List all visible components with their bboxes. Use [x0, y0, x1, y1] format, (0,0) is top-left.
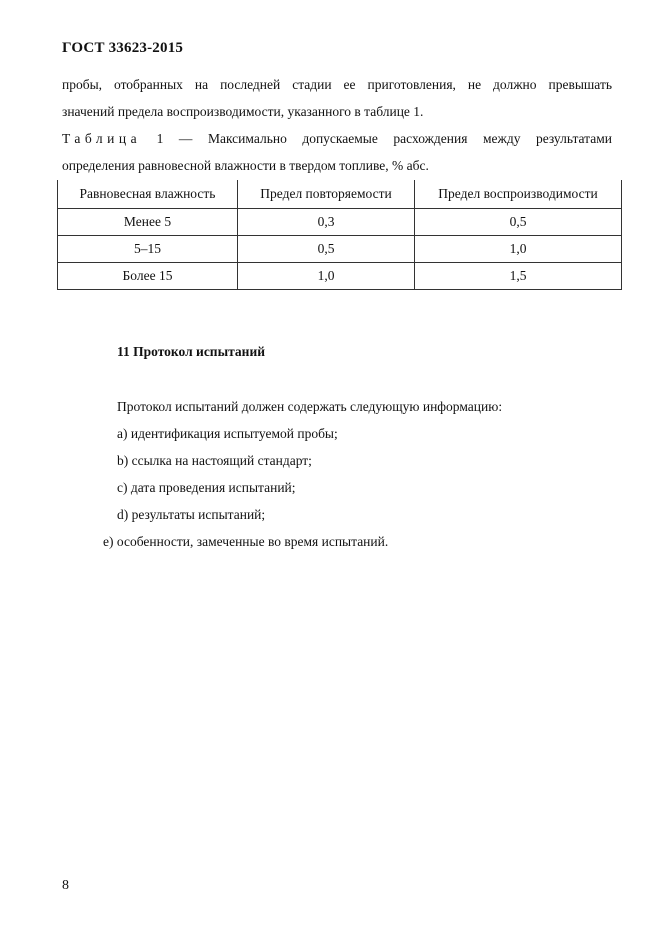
section-intro: Протокол испытаний должен содержать следующую информацию: — [117, 399, 503, 414]
table-cell: 5–15 — [58, 236, 238, 263]
intro-line-2: значений предела воспроизводимости, указанного в таблице 1. — [62, 104, 424, 119]
table-row — [58, 263, 622, 290]
table-caption-line-2: определения равновесной влажности в твердом топливе, % абс. — [62, 158, 429, 173]
moisture-table — [57, 180, 622, 290]
table-caption-text-1: 1 — Максимально допускаемые расхождения между результатами — [156, 131, 612, 146]
intro-paragraph — [62, 71, 612, 125]
table-cell: 0,5 — [238, 236, 415, 263]
table-header-cell: Равновесная влажность — [58, 180, 238, 209]
table-cell: 0,3 — [238, 209, 415, 236]
list-item: a) идентификация испытуемой пробы; — [117, 426, 338, 441]
table-row — [58, 236, 622, 263]
table-caption — [62, 125, 612, 179]
table-row — [58, 209, 622, 236]
table-caption-line-1 — [62, 125, 612, 152]
table-cell: 0,5 — [415, 209, 622, 236]
list-item: b) ссылка на настоящий стандарт; — [117, 453, 312, 468]
intro-line-1: пробы, отобранных на последней стадии ее приготовления, не должно превышать — [62, 77, 612, 92]
document-header: ГОСТ 33623-2015 — [62, 40, 184, 56]
table-cell: Более 15 — [58, 263, 238, 290]
page-number: 8 — [62, 878, 69, 893]
list-item: e) особенности, замеченные во время испытаний. — [103, 534, 389, 549]
table-cell: Менее 5 — [58, 209, 238, 236]
table-cell: 1,5 — [415, 263, 622, 290]
table-cell: 1,0 — [415, 236, 622, 263]
table-header-cell: Предел повторяемости — [238, 180, 415, 209]
list-item: c) дата проведения испытаний; — [117, 480, 296, 495]
section-title: 11 Протокол испытаний — [117, 344, 266, 359]
table-cell: 1,0 — [238, 263, 415, 290]
table-header-cell: Предел воспроизводимости — [415, 180, 622, 209]
list-item: d) результаты испытаний; — [117, 507, 266, 522]
table-header-row — [58, 180, 622, 209]
table-caption-label: Таблица — [62, 131, 142, 146]
